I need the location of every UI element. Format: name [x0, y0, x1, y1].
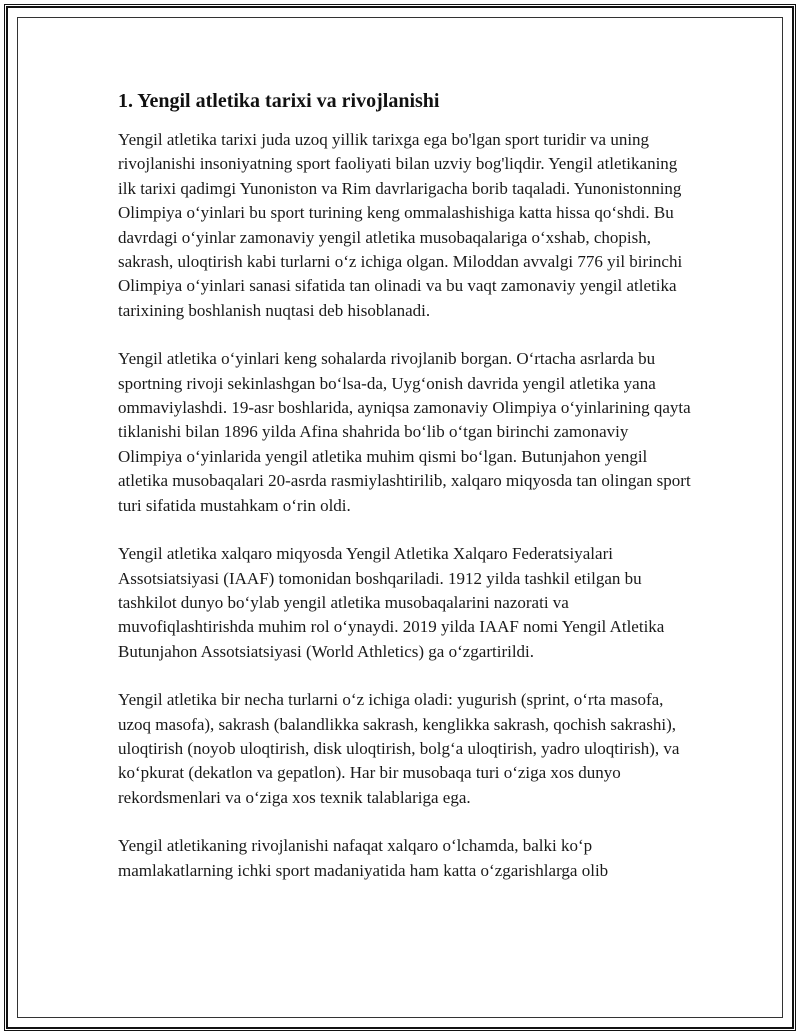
paragraph-4: Yengil atletika bir necha turlarni o‘z ichiga oladi: yugurish (sprint, o‘rta masofa, uzoq masofa), sakrash (balandlikka sakrash, kenglikka sakrash, qochish sakrashi), uloqtirish (noyob uloqtirish, disk uloqtirish, bolg‘a uloqtirish, yadro uloqtirish), va ko‘pkurat (dekatlon va gepatlon). Har bir musobaqa turi o‘ziga xos dunyo rekordsmenlari va o‘ziga xos texnik talablariga ega.: [118, 690, 680, 807]
paragraph-1: Yengil atletika tarixi juda uzoq yillik tarixga ega bo'lgan sport turidir va uning rivojlanishi insoniyatning sport faoliyati bilan uzviy bog'liqdir. Yengil atletikaning ilk tarixi qadimgi Yunoniston va Rim davrlarigacha borib taqaladi. Yunonistonning Olimpiya o‘yinlari bu sport turining keng ommalashishiga katta hissa qo‘shdi. Bu davrdagi o‘yinlar zamonaviy yengil atletika musobaqalariga o‘xshab, chopish, sakrash, uloqtirish kabi turlarni o‘z ichiga olgan. Miloddan avvalgi 776 yil birinchi Olimpiya o‘yinlari sanasi sifatida tan olinadi va bu vaqt zamonaviy yengil atletika tarixining boshlanish nuqtasi deb hisoblanadi.: [118, 130, 683, 320]
paragraph-2: Yengil atletika o‘yinlari keng sohalarda rivojlanib borgan. O‘rtacha asrlarda bu sportning rivoji sekinlashgan bo‘lsa-da, Uyg‘onish davrida yengil atletika yana ommaviylashdi. 19-asr boshlarida, ayniqsa zamonaviy Olimpiya o‘yinlarining qayta tiklanishi bilan 1896 yilda Afina shahrida bo‘lib o‘tgan birinchi zamonaviy Olimpiya o‘yinlarida yengil atletika muhim qismi bo‘lgan. Butunjahon yengil atletika musobaqalari 20-asrda rasmiylashtirilib, xalqaro miqyosda tan olingan sport turi sifatida mustahkam o‘rin oldi.: [118, 349, 691, 515]
paragraph-5: Yengil atletikaning rivojlanishi nafaqat xalqaro o‘lchamda, balki ko‘p mamlakatlarning ichki sport madaniyatida ham katta o‘zgarishlarga olib: [118, 836, 609, 880]
document-body: [118, 88, 694, 907]
section-heading: 1. Yengil atletika tarixi va rivojlanishi: [118, 90, 440, 112]
paragraph-3: Yengil atletika xalqaro miqyosda Yengil Atletika Xalqaro Federatsiyalari Assotsiatsiyasi (IAAF) tomonidan boshqariladi. 1912 yilda tashkil etilgan bu tashkilot dunyo bo‘ylab yengil atletika musobaqalarini nazorati va muvofiqlashtirishda muhim rol o‘ynaydi. 2019 yilda IAAF nomi Yengil Atletika Butunjahon Assotsiatsiyasi (World Athletics) ga o‘zgartirildi.: [118, 544, 665, 661]
